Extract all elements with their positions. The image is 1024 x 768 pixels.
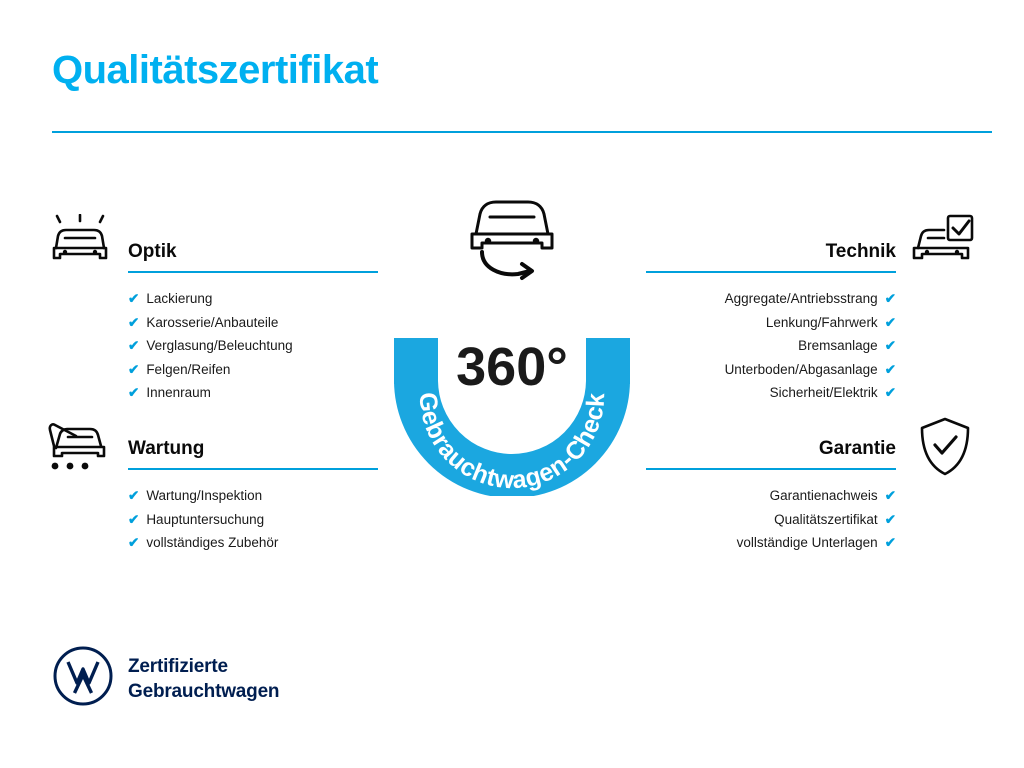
- list-item-label: Garantienachweis: [769, 488, 878, 503]
- section-wartung-heading: Wartung: [128, 438, 205, 459]
- list-item-label: Bremsanlage: [798, 338, 878, 353]
- list-item: [596, 508, 896, 532]
- check-icon: ✔: [884, 535, 896, 550]
- check-icon: ✔: [128, 338, 140, 353]
- list-item-label: vollständiges Zubehör: [146, 535, 279, 550]
- section-garantie-divider: [646, 468, 896, 470]
- footer-line-2: Gebrauchtwagen: [128, 680, 280, 702]
- list-item-label: Verglasung/Beleuchtung: [146, 338, 293, 353]
- check-icon: ✔: [128, 385, 140, 400]
- badge-value: 360°: [456, 337, 568, 397]
- ring-label: Gebrauchtwagen-Check: [413, 391, 611, 495]
- check-icon: ✔: [884, 361, 896, 377]
- check-icon: ✔: [884, 291, 896, 306]
- check-icon: ✔: [884, 385, 896, 400]
- list-item-label: Unterboden/Abgasanlage: [724, 361, 878, 377]
- section-optik-divider: [128, 271, 378, 273]
- section-technik-divider: [646, 271, 896, 273]
- section-technik-heading: Technik: [825, 241, 896, 262]
- list-item-label: Wartung/Inspektion: [146, 488, 263, 503]
- check-icon: ✔: [128, 535, 140, 550]
- check-icon: ✔: [884, 511, 896, 527]
- list-item-label: Aggregate/Antriebsstrang: [724, 291, 878, 306]
- list-item-label: Felgen/Reifen: [146, 361, 231, 377]
- list-item-label: Innenraum: [146, 385, 211, 400]
- list-item-label: Hauptuntersuchung: [146, 511, 265, 527]
- list-item-label: Lackierung: [146, 291, 213, 306]
- check-icon: ✔: [884, 314, 896, 330]
- footer-text: [128, 654, 279, 704]
- check-icon: ✔: [128, 511, 140, 527]
- page-title: Qualitätszertifikat: [52, 48, 379, 92]
- list-item-label: Qualitätszertifikat: [774, 511, 878, 527]
- footer-line-1: Zertifizierte: [128, 655, 228, 677]
- section-wartung-divider: [128, 468, 378, 470]
- list-item: [596, 531, 896, 555]
- check-icon: ✔: [884, 488, 896, 503]
- shield-check-icon: [916, 416, 974, 483]
- title-divider: [52, 131, 992, 133]
- list-item-label: Karosserie/Anbauteile: [146, 314, 279, 330]
- check-icon: ✔: [128, 488, 140, 503]
- list-item-label: Sicherheit/Elektrik: [769, 385, 878, 400]
- check-icon: ✔: [128, 314, 140, 330]
- check-icon: ✔: [128, 291, 140, 306]
- check-icon: ✔: [884, 338, 896, 353]
- svg-text:Gebrauchtwagen-Check: [414, 391, 611, 494]
- vw-logo: [52, 645, 114, 712]
- list-item-label: Lenkung/Fahrwerk: [765, 314, 878, 330]
- footer-brand: [52, 645, 279, 712]
- car-check-icon: [908, 214, 978, 279]
- list-item: [128, 508, 428, 532]
- list-item: [128, 531, 428, 555]
- center-badge: [372, 196, 652, 496]
- section-optik-heading: Optik: [128, 241, 177, 262]
- car-polish-icon: [48, 214, 112, 279]
- list-item-label: vollständige Unterlagen: [736, 535, 878, 550]
- check-icon: ✔: [128, 361, 140, 377]
- car-lift-icon: [46, 416, 114, 477]
- section-garantie-heading: Garantie: [818, 438, 896, 459]
